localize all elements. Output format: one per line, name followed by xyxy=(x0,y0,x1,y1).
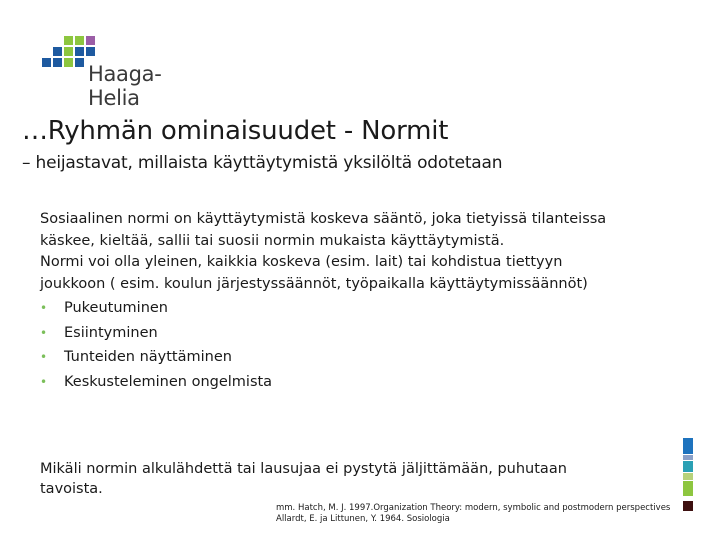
body-text xyxy=(40,209,620,396)
bullet-list xyxy=(40,298,620,393)
list-item: • Keskusteleminen ongelmista xyxy=(40,372,620,394)
bullet-icon: • xyxy=(40,350,48,364)
paragraph-norm-scope: Normi voi olla yleinen, kaikkia koskeva (esim. lait) tai kohdistua tiettyyn joukkoon ( esim. koulun järjestyssäännöt, työpaikalla käyttäytymissäännöt) xyxy=(40,254,588,292)
side-bar-segment xyxy=(683,438,693,454)
side-bar-segment xyxy=(683,473,693,480)
side-bar-segment xyxy=(683,481,693,496)
logo-text: Haaga-Helia xyxy=(88,62,162,110)
references xyxy=(276,503,670,525)
side-bar-segment xyxy=(683,501,693,511)
paragraph-social-norm: Sosiaalinen normi on käyttäytymistä koskeva sääntö, joka tietyissä tilanteissa käskee, kieltää, sallii tai suosii normin mukaista käyttäytymistä. xyxy=(40,211,607,249)
reference-hatch: mm. Hatch, M. J. 1997.Organization Theory: modern, symbolic and postmodern perspectives xyxy=(276,503,671,513)
bullet-icon: • xyxy=(40,301,48,315)
list-item: • Esiintyminen xyxy=(40,323,620,345)
side-bar-segment xyxy=(683,455,693,460)
slide-subtitle: – heijastavat, millaista käyttäytymistä yksilöltä odotetaan xyxy=(22,153,503,173)
bullet-icon: • xyxy=(40,374,48,389)
closing-text: Mikäli normin alkulähdettä tai lausujaa ei pystytä jäljittämään, puhutaan tavoista. xyxy=(40,461,567,497)
reference-allardt: Allardt, E. ja Littunen, Y. 1964. Sosiologia xyxy=(276,514,450,524)
side-bar-segment xyxy=(683,461,693,472)
bullet-icon: • xyxy=(40,325,48,340)
slide-title: …Ryhmän ominaisuudet - Normit xyxy=(22,116,449,146)
haaga-helia-logo xyxy=(40,36,200,110)
list-item: • Pukeutuminen xyxy=(40,298,620,320)
list-item: • Tunteiden näyttäminen xyxy=(40,347,620,369)
